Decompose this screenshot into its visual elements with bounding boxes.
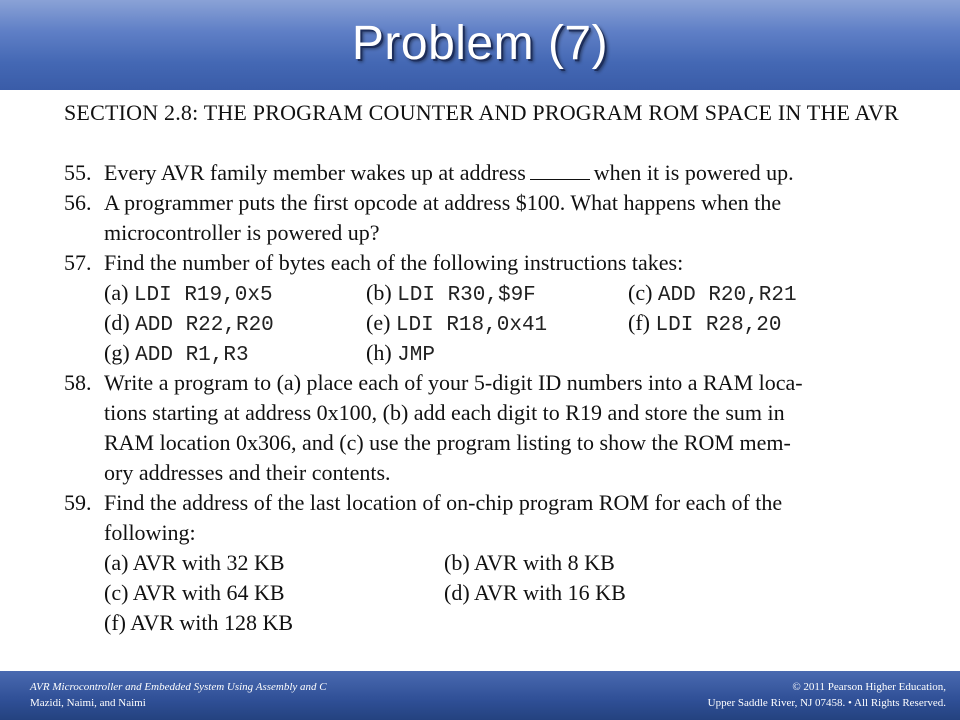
instruction-code: LDI R30,$9F xyxy=(397,284,536,307)
book-title: AVR Microcontroller and Embedded System Using Assembly and C xyxy=(30,681,327,693)
problem-59 xyxy=(64,488,904,638)
instruction-code: ADD R22,R20 xyxy=(135,314,274,337)
item-label: (e) xyxy=(366,310,391,335)
item-label: (d) xyxy=(444,580,470,605)
problem-number: 59. xyxy=(64,490,92,515)
footer-book-info xyxy=(30,679,327,711)
problem-56 xyxy=(64,188,904,248)
option-item xyxy=(104,548,444,578)
item-label: (f) xyxy=(104,610,126,635)
problem-55 xyxy=(64,158,904,188)
instruction-item xyxy=(104,338,366,371)
item-label: (f) xyxy=(628,310,650,335)
instruction-item xyxy=(366,308,628,341)
option-row xyxy=(104,608,904,638)
footer-bar xyxy=(0,671,960,720)
problem-number: 57. xyxy=(64,250,92,275)
problem-text-before: Every AVR family member wakes up at address xyxy=(104,160,526,185)
item-label: (c) xyxy=(104,580,129,605)
problem-line: RAM location 0x306, and (c) use the program listing to show the ROM mem- xyxy=(104,430,791,455)
item-label: (a) xyxy=(104,550,129,575)
instruction-item xyxy=(104,308,366,341)
problem-58 xyxy=(64,368,904,488)
problem-text: Find the number of bytes each of the following instructions takes: xyxy=(104,250,684,275)
instruction-item xyxy=(628,278,868,311)
problem-number: 55. xyxy=(64,160,92,185)
instruction-item xyxy=(628,308,868,341)
instruction-code: LDI R28,20 xyxy=(655,314,782,337)
option-text: AVR with 128 KB xyxy=(130,610,294,635)
publisher-line: Upper Saddle River, NJ 07458. • All Rights Reserved. xyxy=(707,697,946,709)
option-text: AVR with 16 KB xyxy=(473,580,626,605)
option-row xyxy=(104,578,904,608)
instruction-item xyxy=(104,278,366,311)
instruction-row xyxy=(104,308,904,338)
problem-line: following: xyxy=(104,520,196,545)
instruction-row xyxy=(104,338,904,368)
footer-copyright xyxy=(708,679,946,711)
instruction-row xyxy=(104,278,904,308)
item-label: (b) xyxy=(444,550,470,575)
option-item xyxy=(104,608,444,638)
instruction-item xyxy=(366,338,628,371)
instruction-item xyxy=(366,278,628,311)
instruction-code: LDI R19,0x5 xyxy=(133,284,273,307)
item-label: (b) xyxy=(366,280,392,305)
slide-title: Problem (7) xyxy=(351,17,609,70)
instruction-code: ADD R1,R3 xyxy=(135,344,249,367)
item-label: (h) xyxy=(366,340,392,365)
option-item xyxy=(444,548,784,578)
problem-line: tions starting at address 0x100, (b) add each digit to R19 and store the sum in xyxy=(104,400,785,425)
problem-text: A programmer puts the first opcode at address $100. What happens when the microcontroller is powered up? xyxy=(104,190,782,245)
problem-number: 58. xyxy=(64,370,92,395)
option-text: AVR with 64 KB xyxy=(132,580,285,605)
option-text: AVR with 8 KB xyxy=(473,550,615,575)
option-item xyxy=(444,578,784,608)
problem-line: Find the address of the last location of on-chip program ROM for each of the xyxy=(104,490,783,515)
item-label: (g) xyxy=(104,340,130,365)
option-item xyxy=(104,578,444,608)
spacer xyxy=(64,128,904,158)
section-heading: SECTION 2.8: THE PROGRAM COUNTER AND PROGRAM ROM SPACE IN THE AVR xyxy=(64,100,899,125)
item-label: (d) xyxy=(104,310,130,335)
title-bar xyxy=(0,0,960,90)
book-authors: Mazidi, Naimi, and Naimi xyxy=(30,697,146,709)
option-text: AVR with 32 KB xyxy=(132,550,285,575)
option-row xyxy=(104,548,904,578)
instruction-code: JMP xyxy=(397,344,435,367)
instruction-code: ADD R20,R21 xyxy=(657,284,797,307)
problem-57 xyxy=(64,248,904,368)
problem-line: ory addresses and their contents. xyxy=(104,460,391,485)
answer-blank xyxy=(530,161,590,180)
copyright-line: © 2011 Pearson Higher Education, xyxy=(792,681,946,693)
instruction-code: LDI R18,0x41 xyxy=(395,314,548,337)
problem-line: Write a program to (a) place each of your 5-digit ID numbers into a RAM loca- xyxy=(104,370,803,395)
slide-content xyxy=(64,98,904,638)
item-label: (c) xyxy=(628,280,653,305)
item-label: (a) xyxy=(104,280,129,305)
problem-number: 56. xyxy=(64,190,92,215)
problem-text-after: when it is powered up. xyxy=(593,160,794,185)
